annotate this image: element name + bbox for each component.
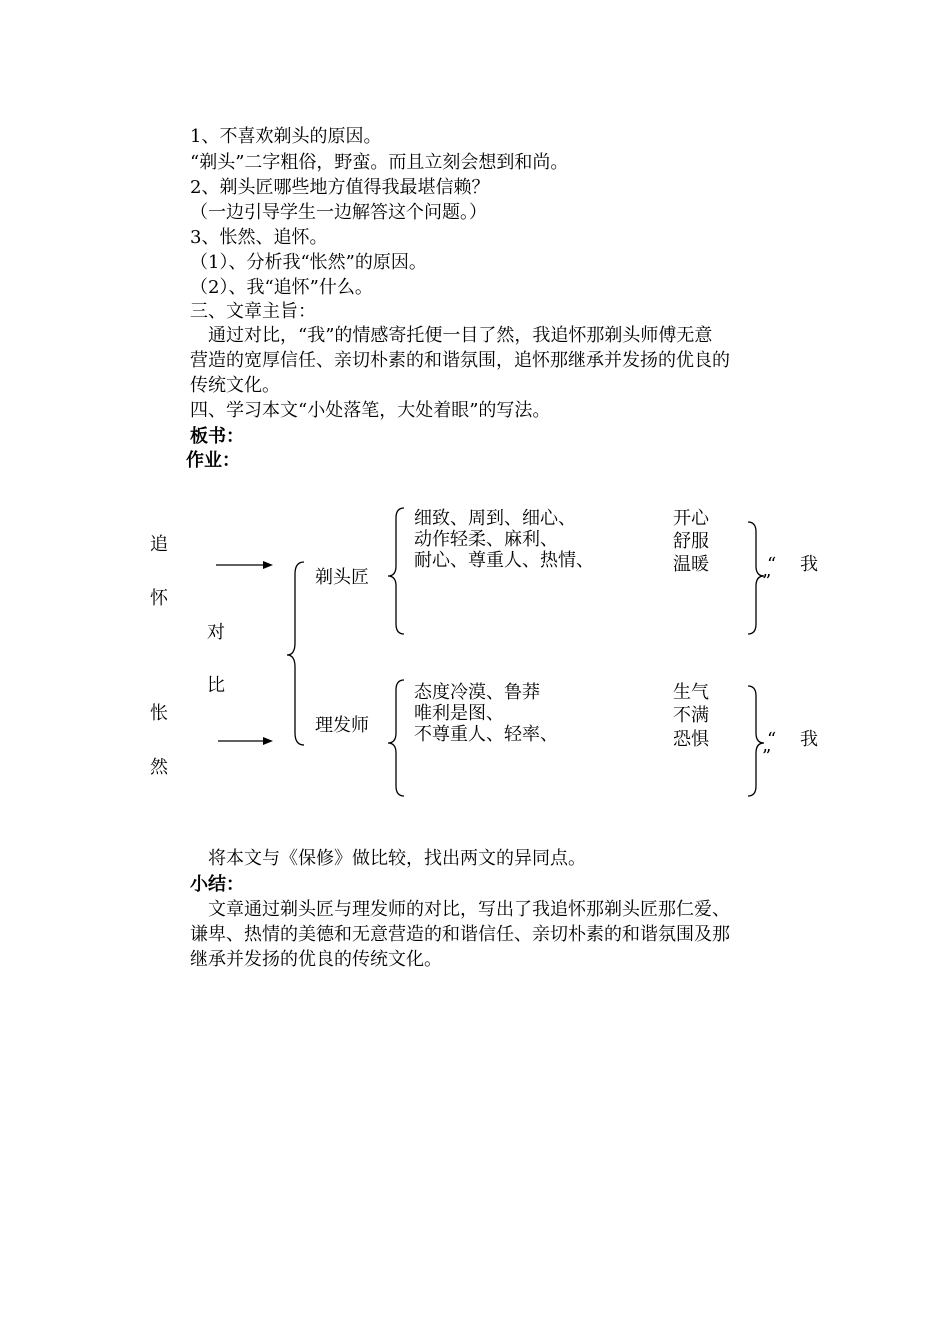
text-line: （2）、我“追怀”什么。 (190, 277, 373, 298)
diagram-middle-char: 比 (207, 675, 225, 696)
heading-xiaojie: 小结： (190, 874, 244, 895)
branch2-feeling: 恐惧 (673, 729, 709, 750)
text-line: （一边引导学生一边解答这个问题。） (190, 202, 487, 223)
text-line: （1）、分析我“怅然”的原因。 (190, 252, 427, 273)
text-line: 传统文化。 (190, 375, 280, 396)
branch2-feeling: 不满 (673, 705, 709, 726)
branch1-trait: 细致、周到、细心、 (414, 508, 576, 529)
diagram-left-char: 怅 (150, 703, 168, 724)
heading-zuoye: 作业： (186, 450, 240, 471)
branch2-quote-open: “ (767, 729, 777, 750)
main-brace-icon (287, 562, 304, 745)
branch1-feeling: 开心 (673, 508, 709, 529)
text-line: 四、学习本文“小处落笔，大处着眼”的写法。 (190, 400, 551, 421)
text-line: 三、文章主旨： (190, 301, 316, 322)
text-line: 2、剃头匠哪些地方值得我最堪信赖？ (190, 177, 490, 198)
diagram-middle-char: 对 (207, 622, 225, 643)
arrow-top-head-icon (263, 561, 273, 569)
branch1-trait: 耐心、尊重人、热情、 (414, 550, 594, 571)
branch1-result-word: 我 (800, 554, 818, 575)
text-line: 3、怅然、追怀。 (190, 227, 328, 248)
branch2-label: 理发师 (315, 715, 369, 736)
branch2-right-brace-icon (748, 686, 764, 796)
branch1-brace-icon (388, 508, 404, 634)
diagram-left-char: 怀 (150, 588, 168, 609)
branch2-result-word: 我 (800, 729, 818, 750)
branch2-trait: 态度冷漠、鲁莽 (414, 682, 540, 703)
diagram-left-char: 追 (150, 534, 168, 555)
branch2-feeling: 生气 (673, 682, 709, 703)
branch2-trait: 唯利是图、 (414, 703, 504, 724)
branch2-brace-icon (388, 680, 404, 796)
summary-line: 文章通过剃头匠与理发师的对比，写出了我追怀那剃头匠那仁爱、 (190, 899, 730, 920)
homework-text: 将本文与《保修》做比较，找出两文的异同点。 (190, 848, 586, 869)
summary-line: 继承并发扬的优良的传统文化。 (190, 949, 442, 970)
branch1-trait: 动作轻柔、麻利、 (414, 529, 558, 550)
text-line: 通过对比，“我”的情感寄托便一目了然，我追怀那剃头师傅无意 (190, 325, 713, 346)
branch1-feeling: 舒服 (673, 531, 709, 552)
text-line: 1、不喜欢剃头的原因。 (190, 126, 382, 147)
branch1-quote-open: “ (767, 554, 777, 575)
arrow-bottom-head-icon (263, 737, 273, 745)
text-line: 营造的宽厚信任、亲切朴素的和谐氛围，追怀那继承并发扬的优良的 (190, 350, 730, 371)
branch1-quote-close: ” (762, 571, 772, 592)
branch1-feeling: 温暖 (673, 554, 709, 575)
summary-line: 谦卑、热情的美德和无意营造的和谐信任、亲切朴素的和谐氛围及那 (190, 924, 730, 945)
text-line: “剃头”二字粗俗，野蛮。而且立刻会想到和尚。 (190, 152, 569, 173)
branch2-trait: 不尊重人、轻率、 (414, 724, 558, 745)
heading-banshu: 板书： (190, 426, 244, 447)
diagram-left-char: 然 (150, 757, 168, 778)
branch2-quote-close: ” (762, 746, 772, 767)
branch1-label: 剃头匠 (315, 567, 369, 588)
